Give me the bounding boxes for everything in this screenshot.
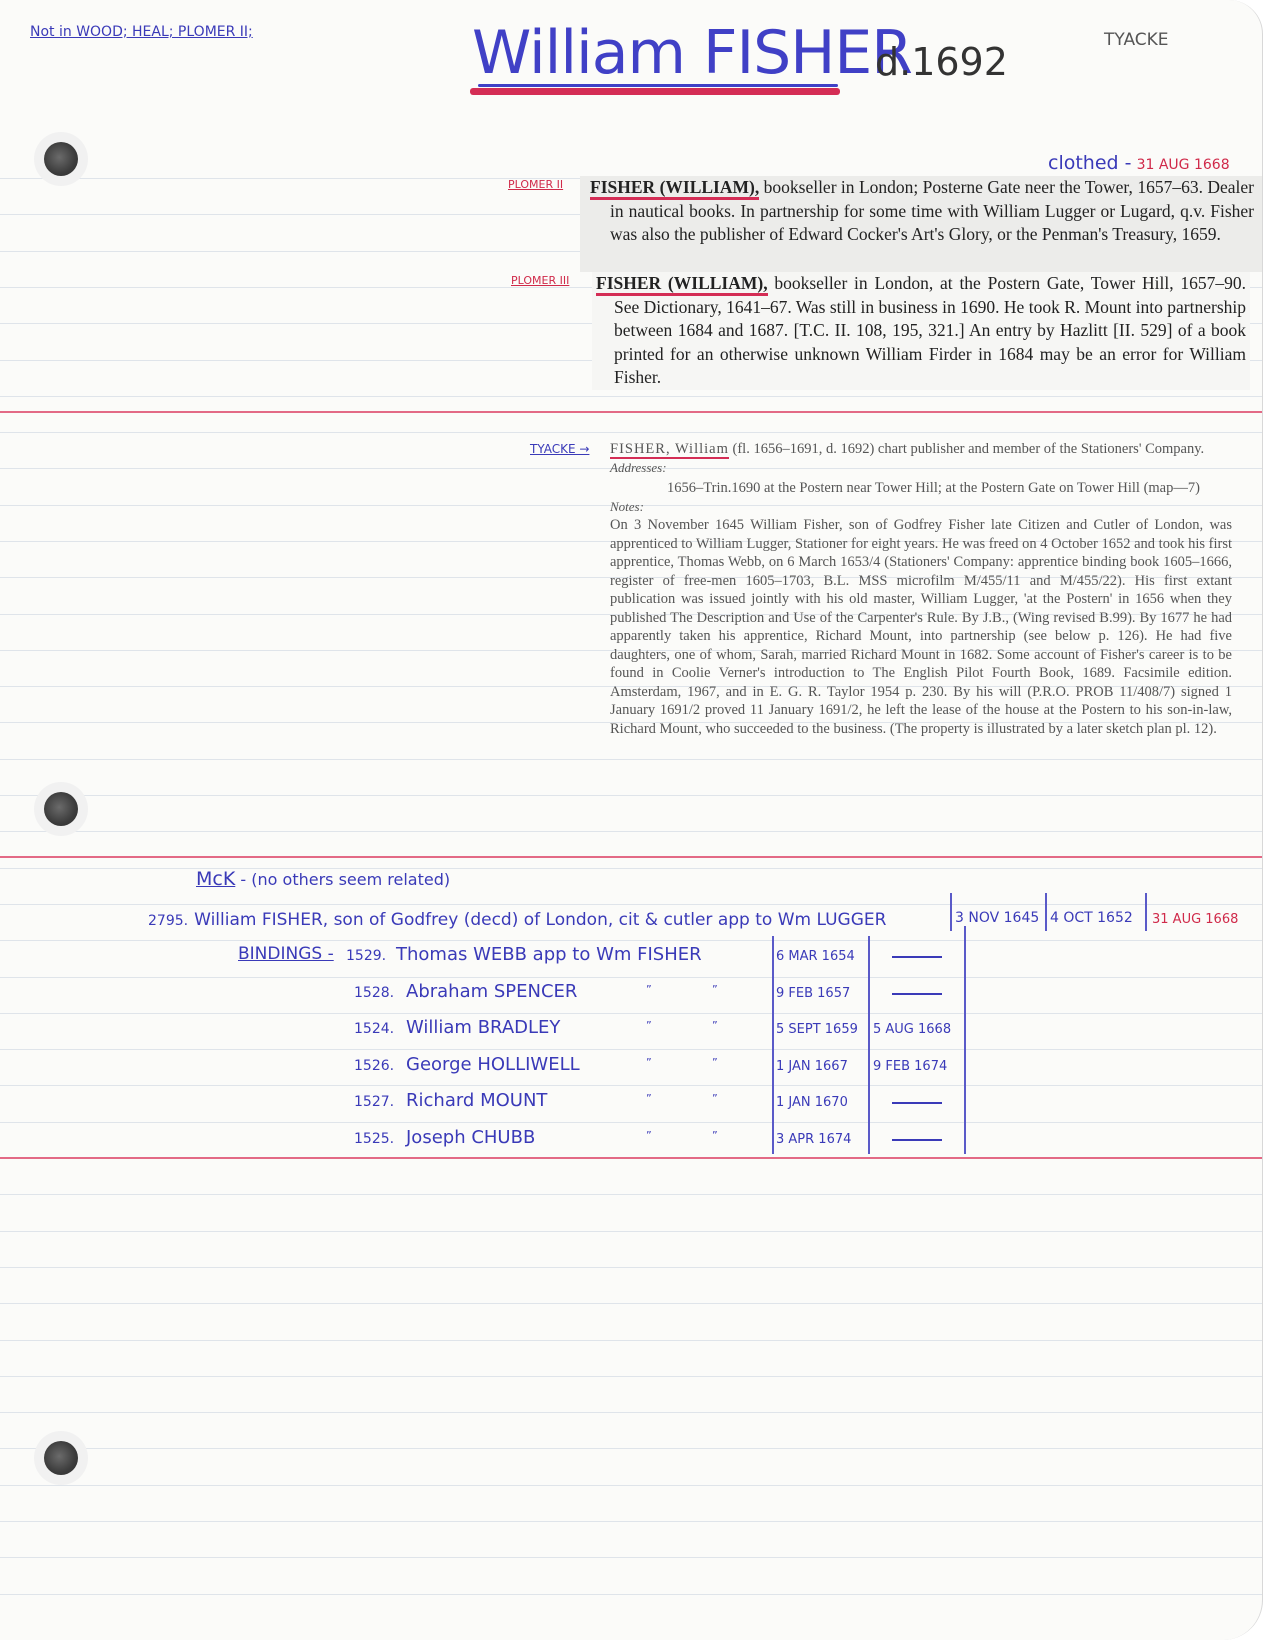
date-col-line-3 <box>1145 893 1147 931</box>
mck-clothed-date: 31 AUG 1668 <box>1152 912 1239 927</box>
mck-entry-text: William FISHER, son of Godfrey (decd) of London, cit & cutler app to Wm LUGGER <box>194 910 887 930</box>
ruled-line <box>0 795 1262 796</box>
not-freed-dash <box>892 1139 942 1141</box>
tyacke-notes: On 3 November 1645 William Fisher, son of Godfrey Fisher late Citizen and Cutler of London, was apprenticed to William Lugger, Stationer for eight years. He was freed on 4 October 1652 and took his first apprentice, Thomas Webb, on 6 March 1653/4 (Stationers' Company: apprentice binding book 1605–1666, register of free-men 1605–1703, B.L. MSS microfilm M/455/11 and M/455/22). His first extant publication was issued jointly with his old master, William Lugger, 'at the Postern' in 1656 when they published The Description and Use of the Carpenter's Rule. By J.B., (Wing revised B.99). By 1677 he had apparently taken his apprentice, Richard Mount, into partnership (see below p. 126). He had five daughters, one of whom, Sarah, married Richard Mount in 1682. Some account of Fisher's career is to be found in Coolie Verner's introduction to The English Pilot Fourth Book, 1689. Facsimile edition. Amsterdam, 1967, and in E. G. R. Taylor 1954 p. 230. By his will (P.R.O. PROB 11/408/7) signed 1 January 1691/2 proved 11 January 1691/2, he left the lease of the house at the Postern to his son-in-law, Richard Mount, who succeeded to the business. (The property is illustrated by a later sketch plan pl. 12). <box>610 517 1232 737</box>
date-col-line-1 <box>950 893 952 931</box>
binding-date: 3 APR 1674 <box>776 1132 852 1147</box>
tyacke-intro: (fl. 1656–1691, d. 1692) chart publisher and member of the Stationers' Company. <box>728 441 1205 457</box>
not-freed-dash <box>892 956 942 958</box>
bindings-col-line-2 <box>868 936 870 1154</box>
freed-date: 5 AUG 1668 <box>873 1022 952 1037</box>
bindings-col-line-1 <box>772 936 774 1154</box>
mck-note: - (no others seem related) <box>240 870 451 889</box>
binding-number: 1528. <box>354 985 395 1001</box>
ruled-line <box>0 940 1262 941</box>
ruled-line <box>0 1049 1262 1050</box>
ruled-line <box>0 1122 1262 1123</box>
ruled-line <box>0 1231 1262 1232</box>
tyacke-tag: TYACKE → <box>530 442 590 456</box>
binder-hole-middle <box>44 792 78 826</box>
ruled-line <box>0 1485 1262 1486</box>
ruled-line <box>0 1448 1262 1449</box>
binding-number: 1527. <box>354 1094 395 1110</box>
binding-apprentice-name: Joseph CHUBB <box>406 1127 536 1148</box>
freed-date: 4 OCT 1652 <box>1050 910 1133 926</box>
page-title: William FISHER <box>472 18 912 88</box>
mck-entry <box>148 908 886 930</box>
ruled-line <box>0 1376 1262 1377</box>
plomer-iii-name: FISHER (WILLIAM), <box>596 273 768 296</box>
mck-entry-number: 2795. <box>148 913 189 929</box>
tyacke-notes-label: Notes: <box>610 498 644 514</box>
plomer-ii-text: bookseller in London; Posterne Gate neer the Tower, 1657–63. Dealer in nautical books. In partnership for some time with William Lugger or Lugard, q.v. Fisher was also the publisher of Edward Cocker's Art's Glory, or the Penman's Treasury, 1659. <box>610 177 1254 244</box>
binder-hole-bottom <box>44 1441 78 1475</box>
ditto-mark: ” <box>712 1056 718 1069</box>
plomer-iii-clipping <box>592 272 1250 390</box>
ruled-line <box>0 1412 1262 1413</box>
plomer-iii-text: bookseller in London, at the Postern Gate, Tower Hill, 1657–90. See Dictionary, 1641–67. Was still in business in 1690. He took R. Mount into partnership between 1684 and 1687. [T.C. II. 108, 195, 321.] An entry by Hazlitt [II. 529] of a book printed for an otherwise unknown William Firder in 1684 may be an error for William Fisher. <box>614 273 1246 387</box>
clothed-date: 31 AUG 1668 <box>1136 157 1230 173</box>
date-col-line-2 <box>1045 893 1047 931</box>
plomer-ii-name: FISHER (WILLIAM), <box>590 177 759 200</box>
ditto-mark: ” <box>646 1129 652 1142</box>
clothed-note <box>1048 152 1230 174</box>
ditto-mark: ” <box>712 1092 718 1105</box>
mck-tag: McK <box>196 868 236 890</box>
tyacke-addresses-label: Addresses: <box>610 459 667 475</box>
ruled-line <box>0 868 1262 869</box>
top-right-note: TYACKE <box>1104 30 1169 50</box>
ruled-line <box>0 432 1262 433</box>
binding-number: 1524. <box>354 1021 395 1037</box>
tyacke-addresses: 1656–Trin.1690 at the Postern near Tower Hill; at the Postern Gate on Tower Hill (map—7) <box>667 480 1200 496</box>
not-freed-dash <box>892 1102 942 1104</box>
binding-apprentice-name: Abraham SPENCER <box>406 981 578 1002</box>
binding-date: 9 FEB 1657 <box>776 986 851 1001</box>
bindings-label: BINDINGS - <box>238 944 334 964</box>
not-freed-dash <box>892 993 942 995</box>
binding-number: 1526. <box>354 1058 395 1074</box>
binding-date: 5 SEPT 1659 <box>776 1022 858 1037</box>
clothed-label: clothed - <box>1048 152 1132 174</box>
binder-hole-top <box>44 142 78 176</box>
ditto-mark: ” <box>712 983 718 996</box>
ruled-line <box>0 904 1262 905</box>
ruled-line <box>0 759 1262 760</box>
tyacke-clipping <box>610 440 1232 738</box>
binding-apprentice-name: William BRADLEY <box>406 1017 561 1038</box>
tyacke-name: FISHER, William <box>610 441 729 457</box>
ditto-mark: ” <box>712 1019 718 1032</box>
top-left-note: Not in WOOD; HEAL; PLOMER II; <box>30 24 253 40</box>
ditto-mark: ” <box>646 1019 652 1032</box>
plomer-ii-tag: PLOMER II <box>508 178 564 191</box>
plomer-ii-clipping <box>580 176 1263 272</box>
ruled-line <box>0 1013 1262 1014</box>
ruled-line <box>0 396 1262 397</box>
title-underline-red <box>470 88 840 95</box>
ditto-mark: ” <box>712 1129 718 1142</box>
ruled-line <box>0 1267 1262 1268</box>
binding-date: 1 JAN 1667 <box>776 1059 848 1074</box>
binding-apprentice-name: Richard MOUNT <box>406 1090 548 1111</box>
binding-apprentice-name: Thomas WEBB app to Wm FISHER <box>396 944 702 965</box>
ruled-line <box>0 1194 1262 1195</box>
ruled-line <box>0 831 1262 832</box>
divider-1 <box>0 411 1262 413</box>
binding-date: 1 JAN 1670 <box>776 1095 848 1110</box>
apprenticed-date: 3 NOV 1645 <box>955 910 1040 926</box>
binding-number: 1529. <box>346 948 387 964</box>
ruled-line <box>0 1085 1262 1086</box>
ditto-mark: ” <box>646 1092 652 1105</box>
ditto-mark: ” <box>646 1056 652 1069</box>
ruled-line <box>0 1521 1262 1522</box>
tyacke-intro-para <box>610 440 1232 459</box>
ruled-line <box>0 1340 1262 1341</box>
divider-2 <box>0 856 1262 858</box>
ruled-line <box>0 1594 1262 1595</box>
freed-date: 9 FEB 1674 <box>873 1059 948 1074</box>
ruled-line <box>0 977 1262 978</box>
ditto-mark: ” <box>646 983 652 996</box>
bindings-col-line-3 <box>964 926 966 1154</box>
ruled-line <box>0 1303 1262 1304</box>
binding-date: 6 MAR 1654 <box>776 949 855 964</box>
ruled-line <box>0 1557 1262 1558</box>
binding-apprentice-name: George HOLLIWELL <box>406 1054 580 1075</box>
binding-number: 1525. <box>354 1131 395 1147</box>
plomer-iii-tag: PLOMER III <box>511 274 570 287</box>
divider-3 <box>0 1157 1262 1159</box>
death-date: d.1692 <box>875 40 1008 84</box>
mck-heading <box>196 868 450 890</box>
